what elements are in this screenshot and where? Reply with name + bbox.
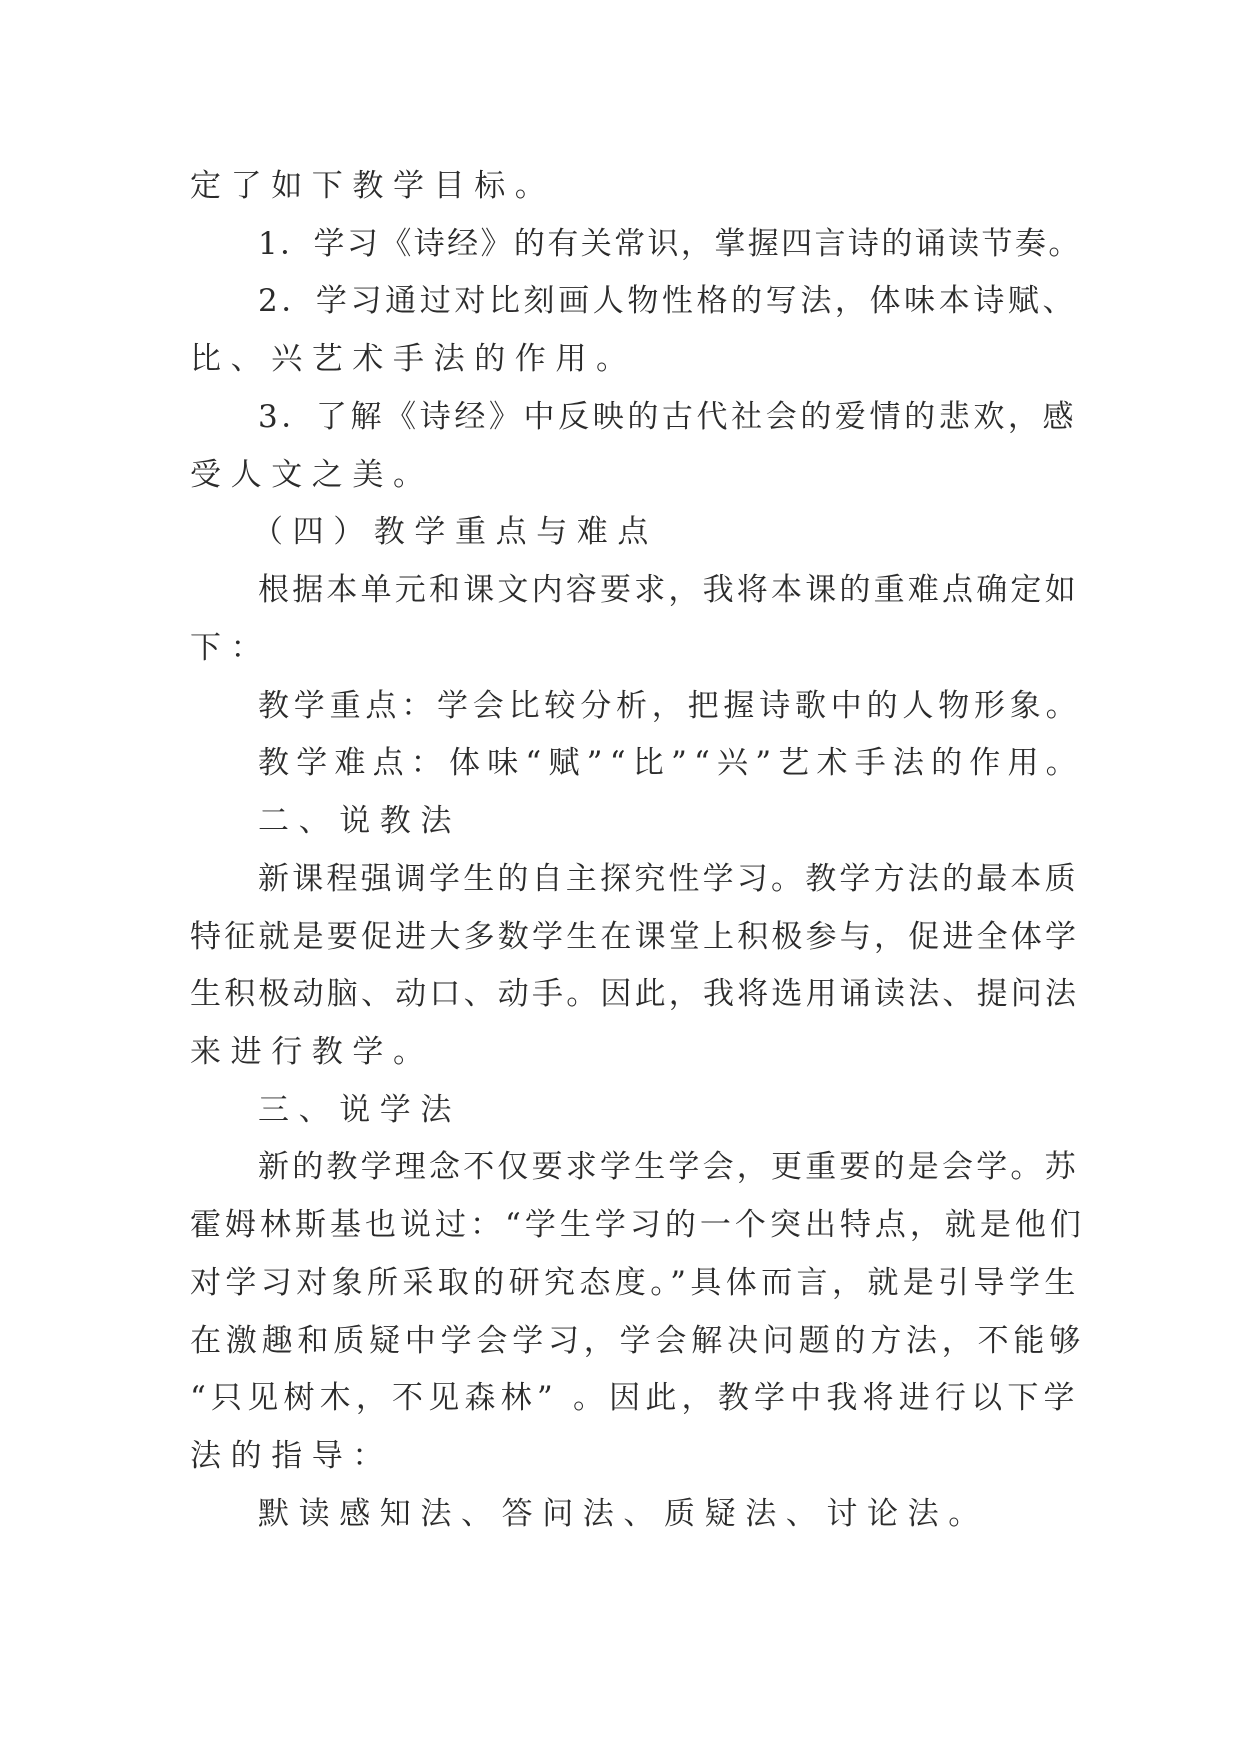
section-heading-focus: （四）教学重点与难点 <box>252 514 658 550</box>
paragraph-line: 比、兴艺术手法的作用。 <box>190 341 637 377</box>
paragraph-line: 新的教学理念不仅要求学生学会，更重要的是会学。苏 <box>258 1149 1079 1185</box>
paragraph-line: 受人文之美。 <box>190 457 434 493</box>
objective-2: 2．学习通过对比刻画人物性格的写法，体味本诗赋、 <box>258 283 1078 319</box>
paragraph-line: 特征就是要促进大多数学生在课堂上积极参与，促进全体学 <box>190 919 1080 955</box>
difficult-point: 教学难点：体味“赋”“比”“兴”艺术手法的作用。 <box>258 745 1084 781</box>
paragraph-line: 来进行教学。 <box>190 1034 434 1070</box>
section-heading-teaching-method: 二、说教法 <box>258 803 461 839</box>
paragraph-line: 新课程强调学生的自主探究性学习。教学方法的最本质 <box>258 861 1079 897</box>
objective-1: 1．学习《诗经》的有关常识，掌握四言诗的诵读节奏。 <box>258 226 1082 262</box>
objective-3: 3．了解《诗经》中反映的古代社会的爱情的悲欢，感 <box>258 399 1078 435</box>
paragraph-line: 霍姆林斯基也说过：“学生学习的一个突出特点，就是他们 <box>190 1207 1085 1243</box>
paragraph-line: 生积极动脑、动口、动手。因此，我将选用诵读法、提问法 <box>190 976 1080 1012</box>
paragraph-line: 根据本单元和课文内容要求，我将本课的重难点确定如 <box>258 572 1079 608</box>
paragraph-line: 法的指导： <box>190 1438 393 1474</box>
paragraph-line: 默读感知法、答问法、质疑法、讨论法。 <box>258 1496 989 1532</box>
paragraph-line: 下： <box>190 630 272 666</box>
paragraph-line: 定了如下教学目标。 <box>190 168 556 204</box>
paragraph-line: 在激趣和质疑中学会学习，学会解决问题的方法，不能够 <box>190 1323 1085 1359</box>
paragraph-line: “只见树木，不见森林” 。因此，教学中我将进行以下学 <box>190 1380 1080 1416</box>
section-heading-learning-method: 三、说学法 <box>258 1092 461 1128</box>
paragraph-line: 对学习对象所采取的研究态度。”具体而言，就是引导学生 <box>190 1265 1080 1301</box>
key-point: 教学重点：学会比较分析，把握诗歌中的人物形象。 <box>258 688 1082 724</box>
